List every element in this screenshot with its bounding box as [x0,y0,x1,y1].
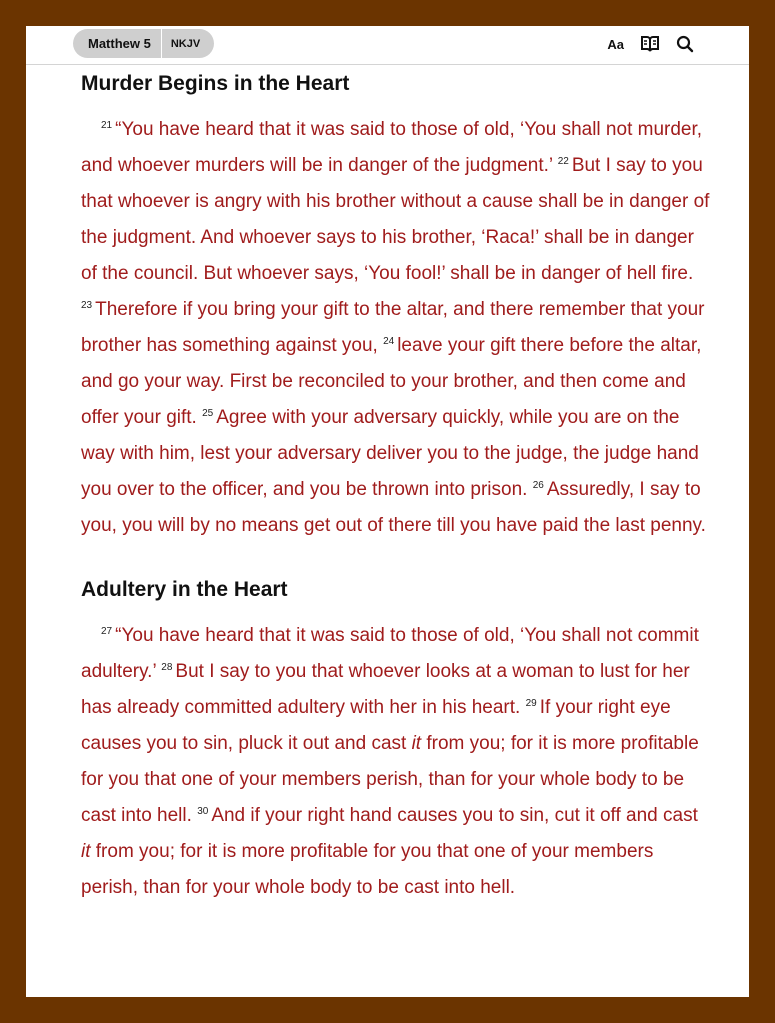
verse-text[interactable]: Agree with your adversary quickly, while you are on the way with him, lest your adversary deliver you to the judge, the judge hand you over to the officer, and you be thrown into prison. [81,407,699,500]
text-size-button[interactable]: Aa [607,36,624,52]
verse-number[interactable]: 27 [101,626,113,637]
verse-text[interactable]: But I say to you that whoever looks at a woman to lust for her has already committed adultery with her in his heart. [81,661,690,718]
verse-number[interactable]: 23 [81,300,93,311]
verse-number[interactable]: 25 [202,408,214,419]
verse-text-part: If your right eye causes you to sin, pluck it out and cast [81,697,671,754]
reader-page [26,26,749,997]
verse-text[interactable]: leave your gift there before the altar, and go your way. First be reconciled to your brother, and then come and offer your gift. [81,335,702,428]
verse-number[interactable]: 26 [532,480,544,491]
passage-paragraph [81,618,711,906]
passage-paragraph [81,112,711,544]
chapter-version-selector [73,29,214,58]
verse-text[interactable]: “You have heard that it was said to those of old, ‘You shall not commit adultery.’ [81,625,699,682]
verse-number[interactable]: 29 [525,698,537,709]
verse-text[interactable]: But I say to you that whoever is angry with his brother without a cause shall be in danger of the judgment. And whoever says to his brother, ‘Raca!’ shall be in danger of the council. But whoever says, ‘You fool!’ shall be in danger of hell fire. [81,155,710,284]
section-heading: Adultery in the Heart [81,578,288,601]
verse-text[interactable]: Therefore if you bring your gift to the altar, and there remember that your brother has something against you, [81,299,705,356]
italic-word: it [81,841,91,862]
book-icon[interactable] [640,35,660,53]
verse-text-part: from you; for it is more profitable for you that one of your members perish, than for your whole body to be cast into hell. [81,841,654,898]
verse-text[interactable]: Assuredly, I say to you, you will by no means get out of there till you have paid the last penny. [81,479,706,536]
verse-number[interactable]: 22 [557,156,569,167]
verse-number[interactable]: 30 [197,806,209,817]
italic-word: it [411,733,422,754]
section-heading: Murder Begins in the Heart [81,72,350,95]
toolbar [26,26,749,65]
search-icon[interactable] [676,35,694,53]
chapter-button[interactable]: Matthew 5 [88,36,151,51]
toolbar-actions [607,35,694,53]
section-gap [81,544,711,574]
version-button[interactable]: NKJV [161,29,214,58]
verse-number[interactable]: 28 [161,662,173,673]
verse-number[interactable]: 21 [101,120,113,131]
verse-text[interactable]: “You have heard that it was said to those of old, ‘You shall not murder, and whoever murders will be in danger of the judgment.’ [81,119,703,176]
verse-text-part: from you; for it is more profitable for you that one of your members perish, than for your whole body to be cast into hell. [81,733,699,826]
verse-text-part: And if your right hand causes you to sin, cut it off and cast [211,805,698,826]
verse-number[interactable]: 24 [383,336,395,347]
chapter-content [81,68,711,906]
